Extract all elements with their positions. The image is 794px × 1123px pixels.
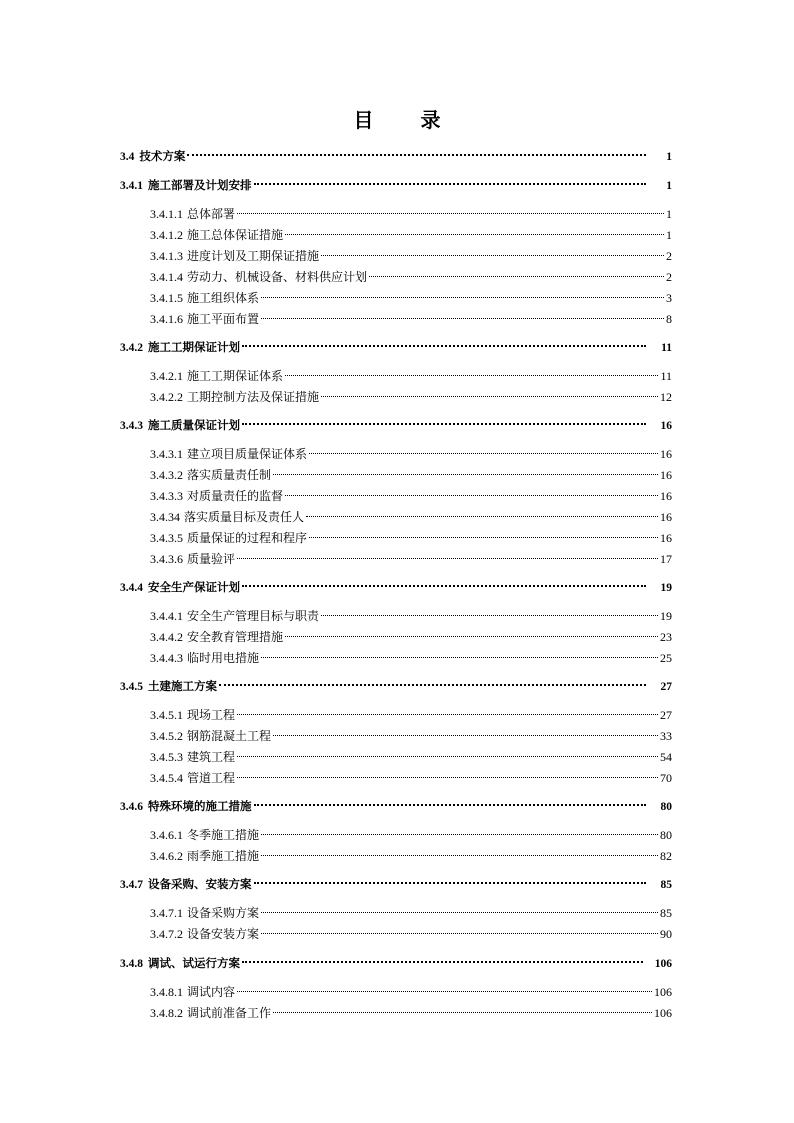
toc-subsection-entry[interactable] [150,769,672,787]
toc-page-number: 16 [660,468,672,482]
dot-leader [369,276,664,277]
toc-entry-number: 3.4.8 [120,958,143,970]
toc-entry-number: 3.4.8.1 [150,985,183,999]
toc-entry-number: 3.4.1 [120,180,143,192]
toc-section-entry[interactable] [120,176,672,194]
toc-entry-number: 3.4.7.1 [150,906,183,920]
dot-leader [321,615,658,616]
toc-subsection-entry[interactable] [150,310,672,328]
toc-page-number: 2 [666,270,672,284]
dot-leader [285,375,658,376]
dot-leader [306,516,658,517]
toc-entry-title: 冬季施工措施 [187,828,260,842]
dot-leader [261,318,664,319]
toc-page-number: 3 [666,291,672,305]
dot-leader [254,804,647,806]
toc-page-number: 106 [654,958,672,970]
toc-entry-number: 3.4.2.1 [150,369,183,383]
dot-leader [237,777,658,778]
dot-leader [309,537,658,538]
dot-leader [242,961,643,963]
toc-entry-title: 总体部署 [187,207,236,221]
toc-entry-title: 施工部署及计划安排 [148,178,252,192]
toc-entry-title: 雨季施工措施 [187,849,260,863]
toc-entry-title: 建立项目质量保证体系 [187,447,308,461]
toc-page-number: 2 [666,249,672,263]
toc-page-number: 16 [660,531,672,545]
toc-subsection-entry[interactable] [150,847,672,865]
page-title: 目 录 [353,108,461,132]
dot-leader [273,474,658,475]
toc-page-number: 85 [660,906,672,920]
toc-page-number: 27 [660,708,672,722]
toc-section-entry[interactable] [120,338,672,356]
toc-entry-title: 落实质量责任制 [187,468,272,482]
toc-entry-number: 3.4.5.3 [150,750,183,764]
toc-entry-number: 3.4.4.1 [150,609,183,623]
toc-entry-title: 调试前准备工作 [187,1006,272,1020]
toc-subsection-entry[interactable] [150,983,672,1001]
dot-leader [187,154,646,156]
toc-subsection-entry[interactable] [150,550,672,568]
toc-entry-title: 特殊环境的施工措施 [148,799,252,813]
toc-section-entry[interactable] [120,875,672,893]
toc-entry-number: 3.4.4 [120,582,143,594]
toc-entry-number: 3.4.2.2 [150,390,183,404]
toc-section-entry[interactable] [120,677,672,695]
toc-page-number: 85 [660,879,672,891]
toc-entry-title: 劳动力、机械设备、材料供应计划 [187,270,368,284]
toc-page-number: 80 [660,801,672,813]
toc-subsection-entry[interactable] [150,1004,672,1022]
toc-entry-number: 3.4.4.3 [150,651,183,665]
toc-subsection-entry[interactable] [150,388,672,406]
toc-entry-title: 调试、试运行方案 [148,956,240,970]
toc-entry-number: 3.4.1.4 [150,270,183,284]
dot-leader [321,255,664,256]
dot-leader [273,1012,652,1013]
toc-page-number: 90 [660,927,672,941]
toc-page-number: 1 [666,207,672,221]
toc-entry-number: 3.4.3.3 [150,489,183,503]
toc-entry-number: 3.4.1.5 [150,291,183,305]
toc-page-number: 11 [661,342,672,354]
dot-leader [321,396,658,397]
toc-entry-number: 3.4.34 [150,510,180,524]
toc-page-number: 23 [660,630,672,644]
toc-entry-title: 质量保证的过程和程序 [187,531,308,545]
dot-leader [237,756,658,757]
toc-entry-title: 管道工程 [187,771,236,785]
toc-entry-number: 3.4.3.2 [150,468,183,482]
toc-subsection-entry[interactable] [150,205,672,223]
toc-subsection-entry[interactable] [150,826,672,844]
toc-page-number: 82 [660,849,672,863]
toc-entry-number: 3.4.5.2 [150,729,183,743]
toc-page-number: 106 [654,985,672,999]
toc-page-number: 25 [660,651,672,665]
toc-entry-title: 施工组织体系 [187,291,260,305]
toc-page-number: 27 [660,681,672,693]
toc-page-number: 8 [666,312,672,326]
toc-entry-number: 3.4.1.6 [150,312,183,326]
toc-entry-title: 设备安装方案 [187,927,260,941]
toc-page-number: 17 [660,552,672,566]
toc-entry-number: 3.4.3.6 [150,552,183,566]
toc-entry-number: 3.4.6.1 [150,828,183,842]
toc-page-number: 16 [660,510,672,524]
toc-subsection-entry[interactable] [150,268,672,286]
toc-page-number: 1 [666,151,672,163]
toc-page-number: 11 [660,369,672,383]
toc-entry-title: 现场工程 [187,708,236,722]
toc-page-number: 80 [660,828,672,842]
toc-page-number: 54 [660,750,672,764]
dot-leader [219,684,646,686]
toc-entry-title: 土建施工方案 [148,679,217,693]
toc-subsection-entry[interactable] [150,727,672,745]
toc-entry-title: 施工质量保证计划 [148,418,240,432]
toc-entry-title: 设备采购方案 [187,906,260,920]
toc-page-number: 19 [660,609,672,623]
dot-leader [242,423,646,425]
toc-page-number: 19 [660,582,672,594]
toc-entry-title: 建筑工程 [187,750,236,764]
toc-entry-title: 对质量责任的监督 [187,489,284,503]
toc-page-number: 16 [660,447,672,461]
toc-entry-title: 施工总体保证措施 [187,228,284,242]
toc-page-number: 1 [666,180,672,192]
toc-section-entry[interactable] [120,147,672,165]
toc-subsection-entry[interactable] [150,247,672,265]
dot-leader [261,912,658,913]
toc-page-number: 1 [666,228,672,242]
toc-entry-title: 设备采购、安装方案 [148,877,252,891]
dot-leader [237,558,658,559]
dot-leader [273,735,658,736]
toc-entry-title: 安全生产保证计划 [148,580,240,594]
toc-entry-title: 质量验评 [187,552,236,566]
dot-leader [285,495,658,496]
toc-subsection-entry[interactable] [150,508,672,526]
toc-entry-number: 3.4.1.1 [150,207,183,221]
toc-section-entry[interactable] [120,797,672,815]
dot-leader [261,834,658,835]
toc-entry-title: 安全教育管理措施 [187,630,284,644]
toc-entry-title: 落实质量目标及责任人 [184,510,305,524]
toc-entry-number: 3.4.4.2 [150,630,183,644]
toc-section-entry[interactable] [120,578,672,596]
toc-entry-title: 技术方案 [139,149,186,163]
toc-subsection-entry[interactable] [150,748,672,766]
toc-entry-title: 施工工期保证计划 [148,340,240,354]
toc-entry-number: 3.4.7 [120,879,143,891]
toc-subsection-entry[interactable] [150,445,672,463]
toc-entry-number: 3.4 [120,151,135,163]
dot-leader [261,297,664,298]
toc-subsection-entry[interactable] [150,289,672,307]
toc-entry-title: 钢筋混凝土工程 [187,729,272,743]
dot-leader [237,213,664,214]
toc-entry-number: 3.4.8.2 [150,1006,183,1020]
dot-leader [254,882,647,884]
toc-page-number: 70 [660,771,672,785]
toc-page-number: 33 [660,729,672,743]
dot-leader [242,585,646,587]
dot-leader [285,234,664,235]
toc-entry-number: 3.4.5 [120,681,143,693]
toc-entry-number: 3.4.6.2 [150,849,183,863]
toc-subsection-entry[interactable] [150,367,672,385]
toc-page-number: 16 [660,420,672,432]
toc-subsection-entry[interactable] [150,649,672,667]
toc-subsection-entry[interactable] [150,904,672,922]
dot-leader [261,933,658,934]
dot-leader [261,657,658,658]
dot-leader [237,714,658,715]
toc-entry-title: 进度计划及工期保证措施 [187,249,320,263]
dot-leader [254,183,647,185]
toc-entry-number: 3.4.1.2 [150,228,183,242]
dot-leader [261,855,658,856]
toc-subsection-entry[interactable] [150,466,672,484]
toc-entry-title: 安全生产管理目标与职责 [187,609,320,623]
toc-section-entry[interactable] [120,416,672,434]
toc-subsection-entry[interactable] [150,487,672,505]
toc-entry-title: 临时用电措施 [187,651,260,665]
toc-page-number: 106 [654,1006,672,1020]
dot-leader [309,453,658,454]
toc-subsection-entry[interactable] [150,529,672,547]
toc-subsection-entry[interactable] [150,628,672,646]
dot-leader [237,991,652,992]
toc-entry-title: 调试内容 [187,985,236,999]
toc-subsection-entry[interactable] [150,607,672,625]
dot-leader [242,345,646,347]
toc-entry-number: 3.4.5.1 [150,708,183,722]
toc-entry-number: 3.4.3.1 [150,447,183,461]
toc-entry-number: 3.4.6 [120,801,143,813]
toc-entry-number: 3.4.5.4 [150,771,183,785]
toc-subsection-entry[interactable] [150,706,672,724]
toc-entry-number: 3.4.1.3 [150,249,183,263]
toc-subsection-entry[interactable] [150,226,672,244]
toc-entry-title: 施工平面布置 [187,312,260,326]
toc-subsection-entry[interactable] [150,925,672,943]
toc-entry-title: 施工工期保证体系 [187,369,284,383]
toc-entry-number: 3.4.2 [120,342,143,354]
toc-page-number: 16 [660,489,672,503]
toc-entry-number: 3.4.3 [120,420,143,432]
toc-entry-number: 3.4.7.2 [150,927,183,941]
toc-section-entry[interactable] [120,954,672,972]
toc-entry-title: 工期控制方法及保证措施 [187,390,320,404]
dot-leader [285,636,658,637]
toc-entry-number: 3.4.3.5 [150,531,183,545]
toc-page-number: 12 [660,390,672,404]
